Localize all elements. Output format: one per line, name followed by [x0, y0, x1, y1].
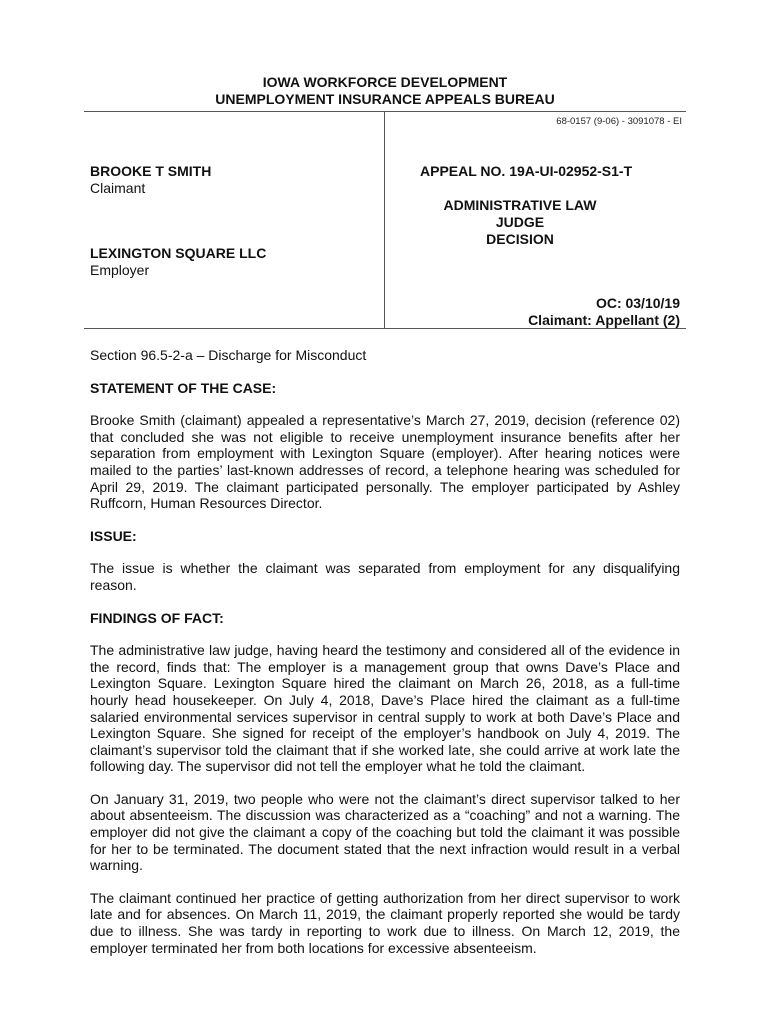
form-number: 68-0157 (9-06) - 3091078 - EI: [556, 116, 682, 127]
claimant-block: [90, 163, 211, 197]
issue-text: The issue is whether the claimant was separated from employment for any disqualifying reason.: [90, 560, 680, 593]
statement-heading: STATEMENT OF THE CASE:: [90, 379, 277, 396]
findings-paragraph: On January 31, 2019, two people who were not the claimant’s direct supervisor talked to her about absenteeism. The discussion was characterized as a “coaching” and not a warning. The employer did not give the claimant a copy of the coaching but told the claimant it was possible for her to be terminated. The document stated that the next infraction would result in a verbal warning.: [90, 790, 680, 874]
findings-heading: FINDINGS OF FACT:: [90, 609, 224, 626]
employer-name: LEXINGTON SQUARE LLC: [90, 245, 267, 261]
oc-block: [528, 295, 680, 329]
claimant-name: BROOKE T SMITH: [90, 163, 212, 179]
findings-paragraph: The claimant continued her practice of getting authorization from her direct supervisor to work late and for absences. On March 11, 2019, the claimant properly reported she would be tardy due to illness. She was tardy in reporting to work due to illness. On March 12, 2019, the employer terminated her from both locations for excessive absenteeism.: [90, 889, 680, 956]
findings-paragraph: The administrative law judge, having heard the testimony and considered all of the evidence in the record, finds that: The employer is a management group that owns Dave’s Place and Lexington Square. Lexington Square hired the claimant on March 26, 2018, as a full-time hourly head housekeeper. On July 4, 2018, Dave’s Place hired the claimant as a full-time salaried environmental services supervisor in central supply to work at both Dave’s Place and Lexington Square. She signed for receipt of the employer’s handbook on July 4, 2019. The claimant’s supervisor told the claimant that if she worked late, she could arrive at work late the following day. The supervisor did not tell the employer what he told the claimant.: [90, 642, 680, 775]
header-agency: IOWA WORKFORCE DEVELOPMENT: [262, 74, 508, 90]
decision-body: [90, 347, 680, 972]
section-reference: Section 96.5-2-a – Discharge for Misconduct: [90, 347, 367, 363]
caption-rule-top: [84, 111, 686, 112]
employer-role: Employer: [90, 262, 150, 278]
caption-rule-bottom: [84, 328, 686, 329]
decision-title-line1: ADMINISTRATIVE LAW JUDGE: [443, 197, 597, 230]
claimant-role: Claimant: [90, 180, 146, 196]
claimant-status: Claimant: Appellant (2): [528, 312, 680, 328]
employer-block: [90, 245, 266, 279]
issue-heading: ISSUE:: [90, 527, 137, 544]
decision-title: [420, 197, 620, 248]
caption-divider: [384, 111, 385, 328]
header-bureau: UNEMPLOYMENT INSURANCE APPEALS BUREAU: [215, 91, 555, 107]
decision-title-line2: DECISION: [486, 231, 554, 247]
statement-text: Brooke Smith (claimant) appealed a representative’s March 27, 2019, decision (reference 02) that concluded she was not eligible to receive unemployment insurance benefits after her separation from employment with Lexington Square (employer). After hearing notices were mailed to the parties’ last-known addresses of record, a telephone hearing was scheduled for April 29, 2019. The claimant participated personally. The employer participated by Ashley Ruffcorn, Human Resources Director.: [90, 412, 680, 512]
appeal-number: APPEAL NO. 19A-UI-02952-S1-T: [420, 163, 633, 179]
oc-date: OC: 03/10/19: [595, 295, 680, 311]
